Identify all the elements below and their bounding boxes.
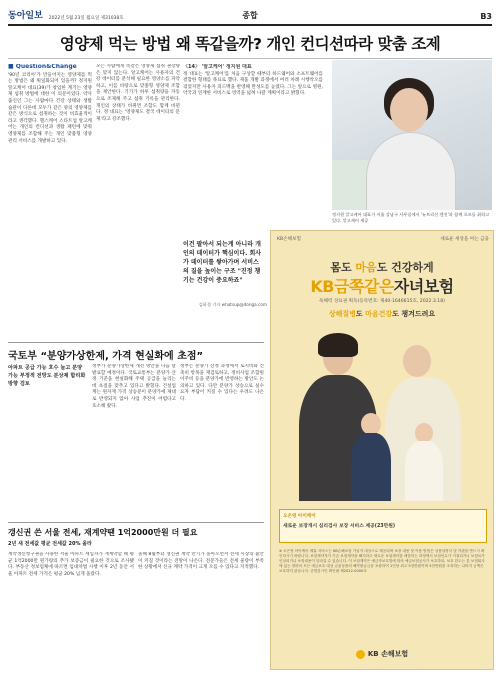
photo-caption: 정지원 알고케어 대표가 서울 강남구 사무실에서 '뉴트리션 엔진'과 함께 포즈를 취하고 있다. 알고케어 제공 [332,212,490,223]
ad-trademark-note: 독해력 상표권 획득(등록번호: 제40-1646615호, 2022.3.18) [319,299,445,304]
article-3-column-1: 계약갱신청구권을 사용한 서울 아파트 세입자가 재계약할 때 평균 1억2000만 원가량의 추가 보증금이 필요한 것으로 조사됐다. 부동산 정보업체에 따르면 임대차법 시행 이후 2년 동안 서울 아파트 전세 가격은 평균 20% 넘게 올랐다. [8,552,134,577]
kb-logo-icon [356,650,365,659]
series-label: ■ Question&Change [8,64,77,70]
column-2-text: 모든 사람에게 똑같은 영양제 섭취 권장량은 맞지 않는다. 알고케어는 사용자의 건강 데이터를 분석해 필요한 영양소를 파악하고, 이를 바탕으로 맞춤형 영양제 조합을 제안한다. 기기가 하루 섭취량을 자동으로 조제해 주고 섭취 기록을 관리한다. 개인의 상태가 바뀌면 조합도 함께 바뀐다. 정 대표는 '영양제도 결국 데이터의 문제'라고 강조했다. [96,64,180,122]
article-column-3 [183,64,323,234]
insurance-advertisement [270,230,494,670]
column-1-text: '90년 코리아'가 만들어지는 영양제를 먹는 방법은 왜 획일화되어 있을까? 정지원 알고케어 대표(39)가 창업한 계기는 영양제 섭취 방법에 대한 이 의문이었다. 약사 출신인 그는 사람마다 건강 상태와 생활 습관이 다른데 모두가 같은 양의 영양제를 같은 방식으로 섭취하는 것이 비효율적이라고 생각했다. 헬스케어 스타트업 알고케어는 개인의 컨디션과 생활 패턴에 맞춰 영양제를 조합해 주는 개인 맞춤형 영양 관리 서비스를 개발하고 있다. [8,72,92,144]
service-description: 새로운 보장개시 심리검사 보장 서비스 제공(23만원) [283,524,396,529]
ad-top-bar [277,236,489,242]
article-column-1 [8,64,92,334]
article-2-column-1: 정부가 분양가상한제 개선 방안을 다음 달 발표할 예정이다. 국토교통부는 분양가 산정 기준을 현실화해 주택 공급을 늘리는 데 초점을 맞추고 있다고 밝혔다. 건설업계는 원자재 가격 상승분이 분양가에 제대로 반영되지 않아 사업 추진이 어렵다고 호소해 왔다. [92,364,176,409]
byline: 김하경 기자 whatsup@donga.com [198,302,267,307]
ad-company: KB손해보험 [277,237,301,242]
issue-date: 2022년 5월 23일 월요일 제31038호 [48,16,124,21]
column-3-text: 정 대표는 '알고케어'를 처음 구상할 때부터 하드웨어와 소프트웨어를 결합한 형태를 목표로 했다. 제품 개발 과정에서 여러 차례 시행착오를 겪었지만 사용자 피드백을 반영해 완성도를 높였다. 그는 앞으로 병원, 약국과 연계한 서비스로 영역을 넓혀 나갈 계획이라고 밝혔다. [183,71,323,97]
headline-divider [8,58,492,59]
article-column-2 [96,64,180,334]
article-2-column-2: 정부는 분양가 산정 과정에서 토지비와 건축비 항목을 재검토하고, 정비사업 조합원 이주비 등을 분양가에 반영하는 방안도 논의하고 있다. 다만 분양가 상승으로 실수요자 부담이 커질 수 있다는 우려도 나온다. [180,364,264,402]
family-photo [285,331,481,501]
service-name: 오은영 아이케어 [283,514,316,519]
series-title: 〈14〉 '알고케어' 정지원 대표 [183,64,252,70]
ad-service-badge [279,509,487,543]
masthead [8,4,492,26]
interview-photo [332,60,492,210]
article-3-subhead: 2년 새 전세값 평균 전세값 20% 올라 [8,541,92,547]
article-2-headline: 국토부 “분양가상한제, 가격 현실화에 초점” [8,342,264,362]
newspaper-logo: 동아일보 [8,11,43,21]
article-byline-box [183,300,267,336]
ad-brand-logo: KB 손해보험 [271,649,493,659]
ad-fine-print: ※ 오은영 아이케어 제휴 서비스는 KB손해보험 가입자 대상으로 제공되며 보장 내용 및 이용 방법은 상품설명서 및 약관을 반드시 확인하시기 바랍니다. 보험계약자가 기존 보험계약을 해지하고 새로운 보험계약을 체결하는 과정에서 보험인수가 거절되거나 보험료가 인상되거나 보장내용이 달라질 수 있습니다. 이 보험계약은 예금자보호법에 따라 예금보험공사가 보호하되, 보호 한도는 본 보험회사에 있는 귀하의 모든 예금보호 대상 금융상품의 해약환급금을 포함하여 1인당 최고 5천만원이며 5천만원을 초과하는 나머지 금액은 보호하지 않습니다. 준법감시인 확인필 제2022-0000호 [279,549,485,573]
ad-product-title: KB금쪽같은자녀보험 [310,277,454,296]
article-3-column-2: 올해 8월부터 갱신권 계약 만기가 돌아오면서 전세 시장의 불안이 커질 것이라는 전망이 나온다. 전문가들은 전세 물량이 부족한 상황에서 신규 계약 가격이 크게 오를 수 있다고 지적했다. [138,552,264,571]
article-2-subhead: 아파트 공급 가능 호수 늘고 분양 가능 부정적 전망도 분상제 합리화 방향 검토 [8,365,86,387]
pull-quote: 이건 팔아서 되는게 아니라 개인의 데이터가 핵심이다. 회사가 데이터를 쌓아가며 서비스의 질을 높이는 구조 "진정 챙기는 건강이 중요하죠" [183,241,262,284]
ad-slogan: 새로운 세상을 여는 금융 [440,237,489,242]
article-3-headline: 갱신권 쓴 서울 전세, 재계약땐 1억2000만원 더 필요 [8,522,264,538]
section-name: 종합 [242,11,258,20]
page-number: B3 [480,12,492,21]
ad-headline: 몸도 마음도 건강하게 [330,261,434,274]
ad-tagline: 상해질병도 마음건강도 챙겨드려요 [328,310,436,318]
main-headline: 영양제 먹는 방법 왜 똑같을까? 개인 컨디션따라 맞춤 조제 [59,35,441,53]
